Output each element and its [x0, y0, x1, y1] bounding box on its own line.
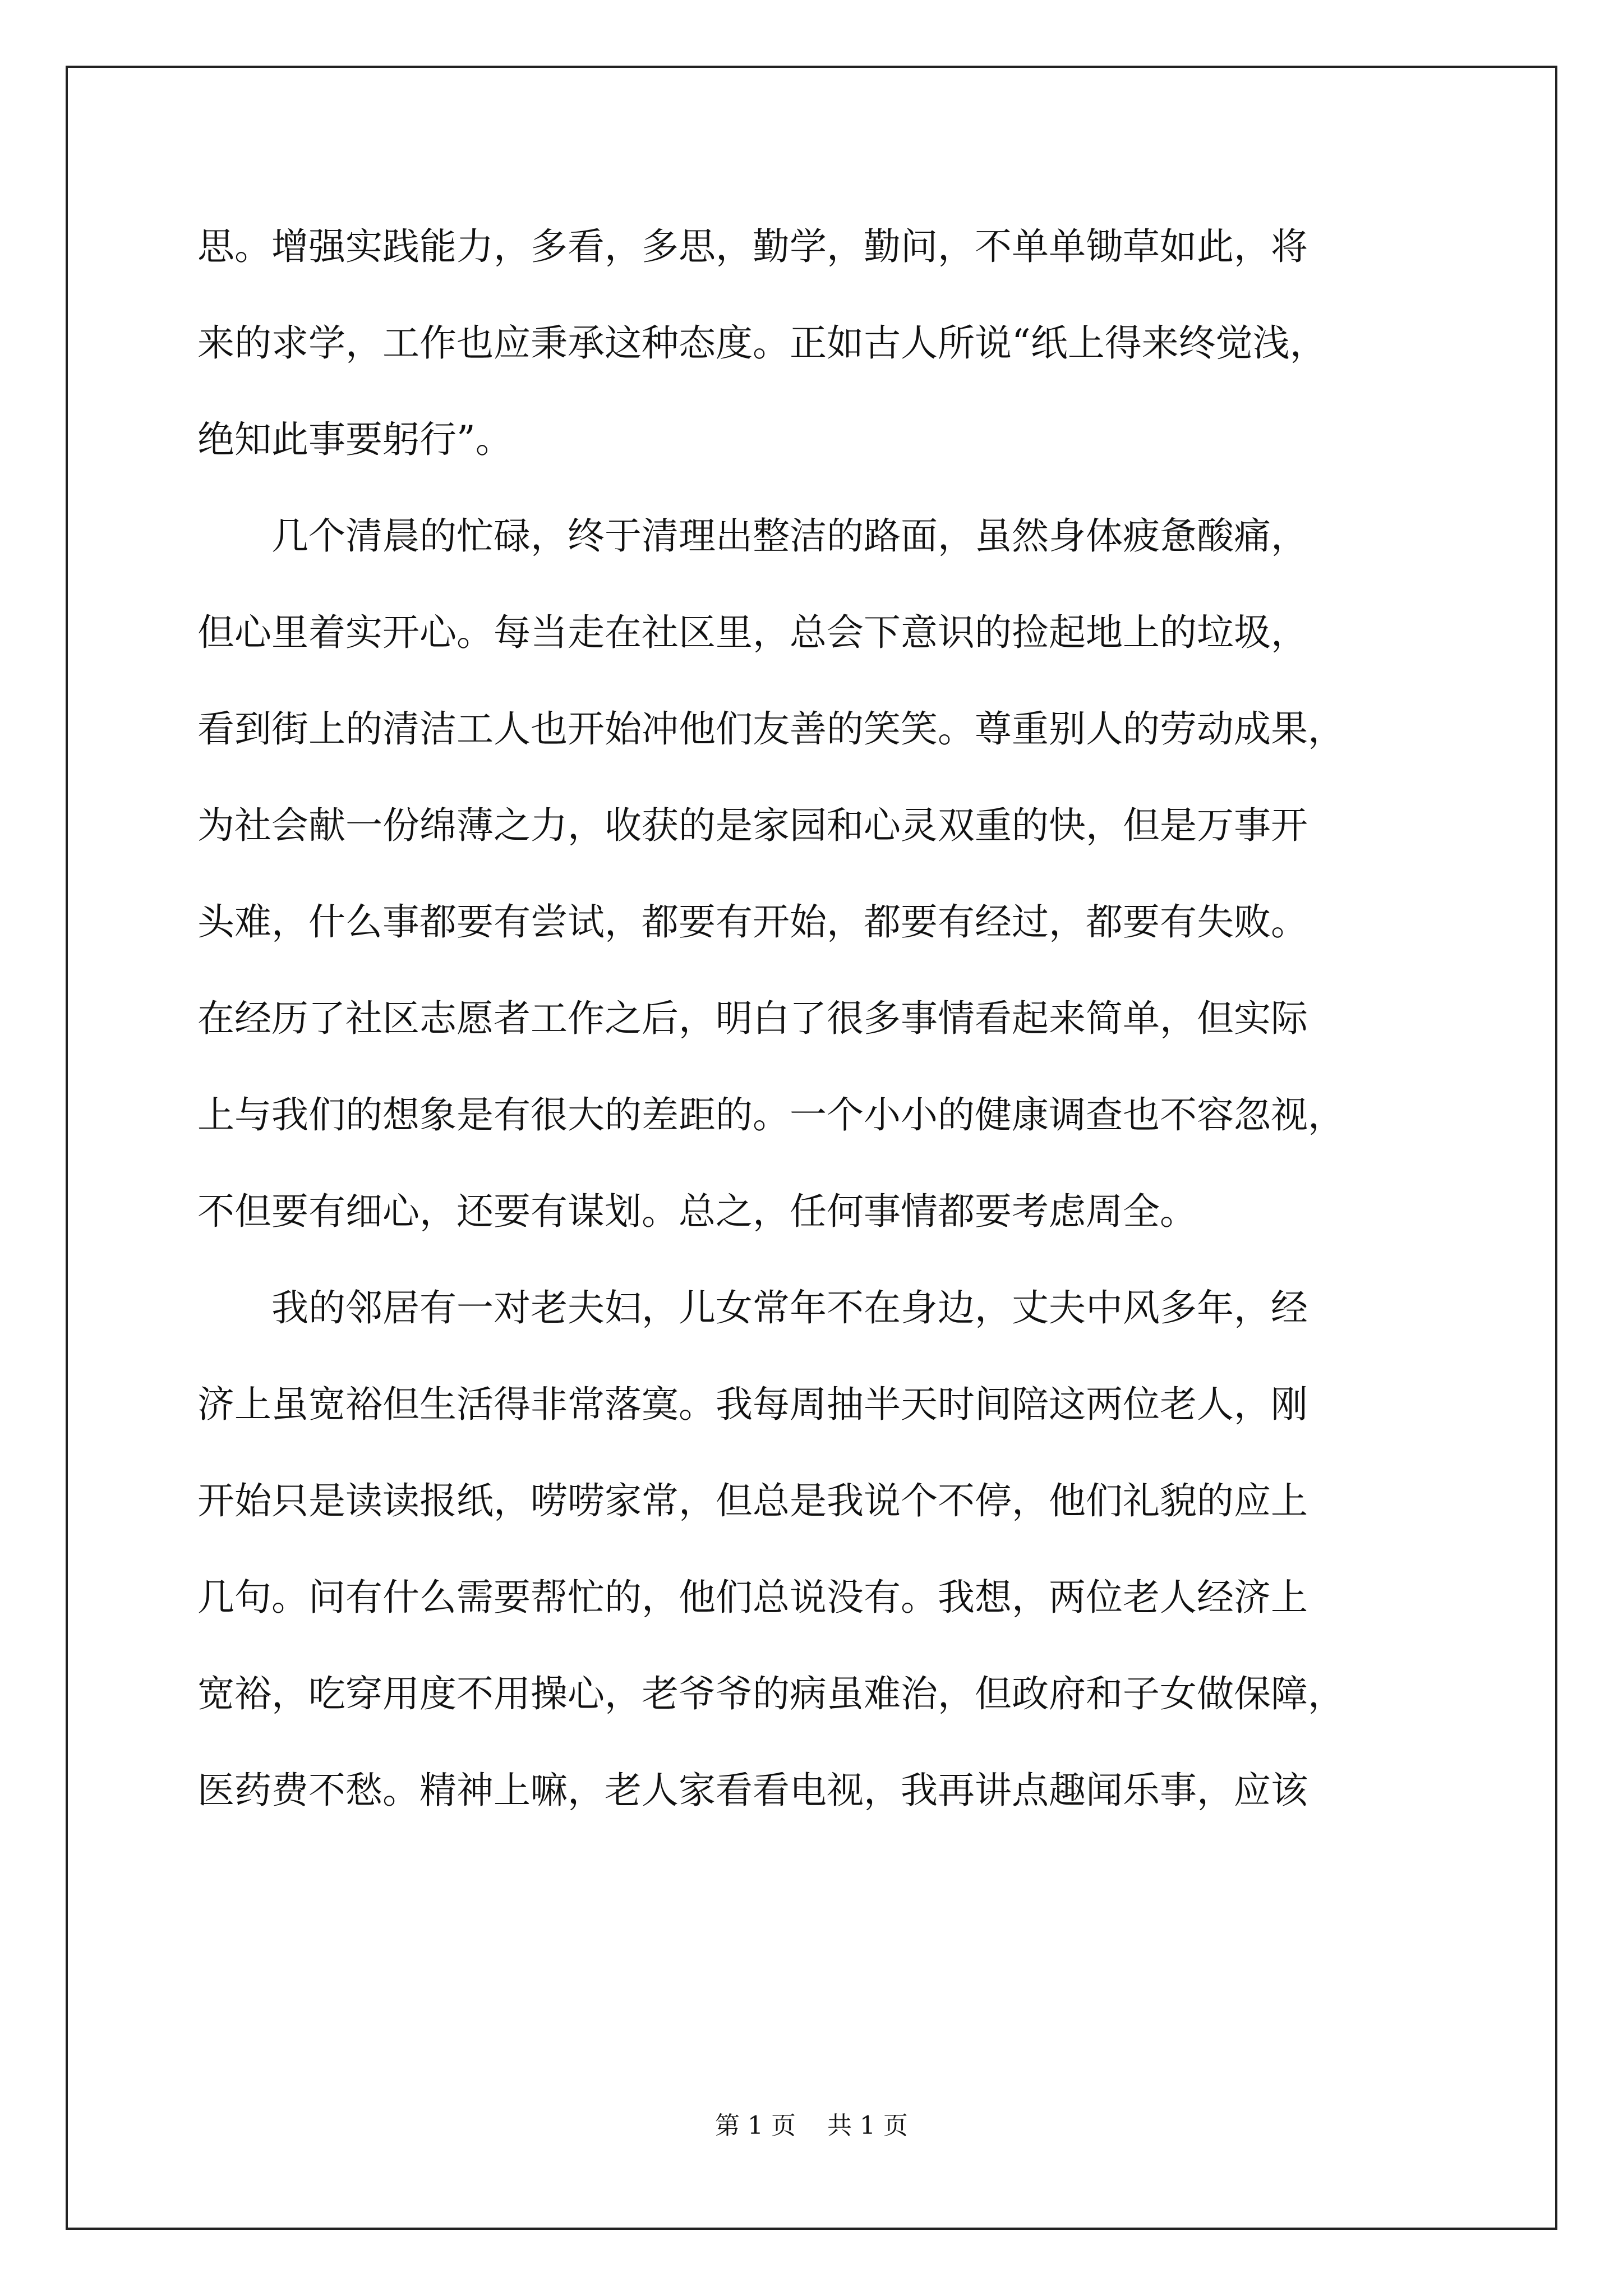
text-line: 绝知此事要躬行”。 — [197, 418, 513, 461]
text-line: 为社会献一份绵薄之力，收获的是家园和心灵双重的快，但是万事开 — [197, 804, 1308, 847]
page-number: 第 1 页 — [715, 2111, 796, 2140]
page-border — [66, 66, 1557, 2230]
text-line: 医药费不愁。精神上嘛，老人家看看电视，我再讲点趣闻乐事，应该 — [197, 1769, 1308, 1812]
text-line: 几句。问有什么需要帮忙的，他们总说没有。我想，两位老人经济上 — [197, 1576, 1308, 1619]
text-line: 思。增强实践能力，多看，多思，勤学，勤问，不单单锄草如此，将 — [197, 225, 1308, 268]
text-line: 宽裕，吃穿用度不用操心，老爷爷的病虽难治，但政府和子女做保障， — [197, 1672, 1345, 1715]
text-line: 头难，什么事都要有尝试，都要有开始，都要有经过，都要有失败。 — [197, 900, 1308, 944]
text-line: 开始只是读读报纸，唠唠家常，但总是我说个不停，他们礼貌的应上 — [197, 1479, 1308, 1522]
text-line: 不但要有细心，还要有谋划。总之，任何事情都要考虑周全。 — [197, 1190, 1197, 1233]
page-footer — [0, 2109, 1623, 2143]
text-line: 来的求学，工作也应秉承这种态度。正如古人所说“纸上得来终觉浅， — [197, 321, 1327, 365]
text-line: 济上虽宽裕但生活得非常落寞。我每周抽半天时间陪这两位老人，刚 — [197, 1383, 1308, 1426]
text-line: 在经历了社区志愿者工作之后，明白了很多事情看起来简单，但实际 — [197, 997, 1308, 1040]
text-line: 但心里着实开心。每当走在社区里，总会下意识的捡起地上的垃圾， — [197, 611, 1308, 654]
paragraph-start-line: 几个清晨的忙碌，终于清理出整洁的路面，虽然身体疲惫酸痛， — [271, 514, 1308, 558]
total-pages: 共 1 页 — [827, 2111, 908, 2140]
text-line: 上与我们的想象是有很大的差距的。一个小小的健康调查也不容忽视， — [197, 1093, 1345, 1137]
text-line: 看到街上的清洁工人也开始冲他们友善的笑笑。尊重别人的劳动成果， — [197, 707, 1345, 751]
paragraph-start-line: 我的邻居有一对老夫妇，儿女常年不在身边，丈夫中风多年，经 — [271, 1286, 1308, 1329]
